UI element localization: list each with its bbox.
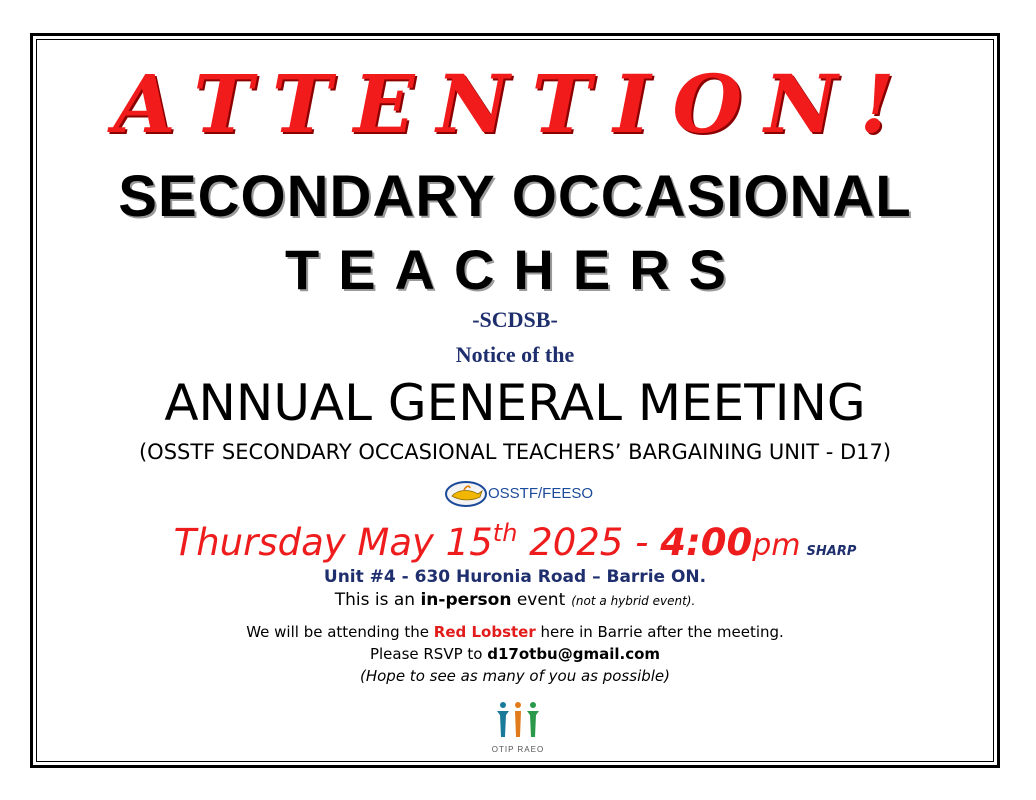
notice-text: Notice of the: [455, 342, 575, 367]
osstf-lamp-icon: [444, 477, 488, 511]
title-line-2: TEACHERS: [284, 238, 746, 301]
attend-prefix: We will be attending the: [246, 623, 434, 641]
meeting-title: ANNUAL GENERAL MEETING: [164, 374, 866, 432]
closing-note: (Hope to see as many of you as possible): [359, 667, 671, 685]
otip-logo-text: OTIP RAEO: [491, 745, 545, 754]
title-line-1: SECONDARY OCCASIONAL: [118, 164, 912, 229]
event-ampm: pm: [752, 528, 801, 563]
rsvp-line: [36, 644, 994, 664]
attention-heading: ATTENTION!: [113, 57, 917, 151]
rsvp-prefix: Please RSVP to: [369, 645, 488, 663]
format-prefix: This is an: [334, 590, 421, 610]
event-time: 4:00: [660, 521, 753, 564]
event-sharp: SHARP: [806, 544, 857, 559]
format-in-person: in-person: [420, 590, 512, 610]
event-format: [36, 589, 994, 612]
otip-logo: [483, 699, 553, 761]
event-date-suffix: th: [492, 519, 518, 547]
board-name: -SCDSB-: [472, 307, 558, 332]
osstf-logo-text: OSSTF/FEESO: [488, 485, 594, 502]
restaurant-name: Red Lobster: [433, 623, 536, 641]
otip-people-icon: [483, 699, 553, 743]
event-address: Unit #4 - 630 Huronia Road – Barrie ON.: [323, 567, 707, 587]
event-year: 2025 -: [517, 521, 661, 564]
rsvp-email[interactable]: d17otbu@gmail.com: [487, 645, 661, 663]
social-line: [36, 622, 994, 642]
event-date: Thursday May 15: [173, 521, 493, 564]
bargaining-unit: (OSSTF SECONDARY OCCASIONAL TEACHERS’ BARGAINING UNIT - D17): [138, 440, 892, 464]
format-note: (not a hybrid event).: [571, 594, 696, 608]
attend-suffix: here in Barrie after the meeting.: [535, 623, 784, 641]
osstf-logo: [444, 477, 594, 511]
format-suffix: event: [511, 590, 566, 610]
